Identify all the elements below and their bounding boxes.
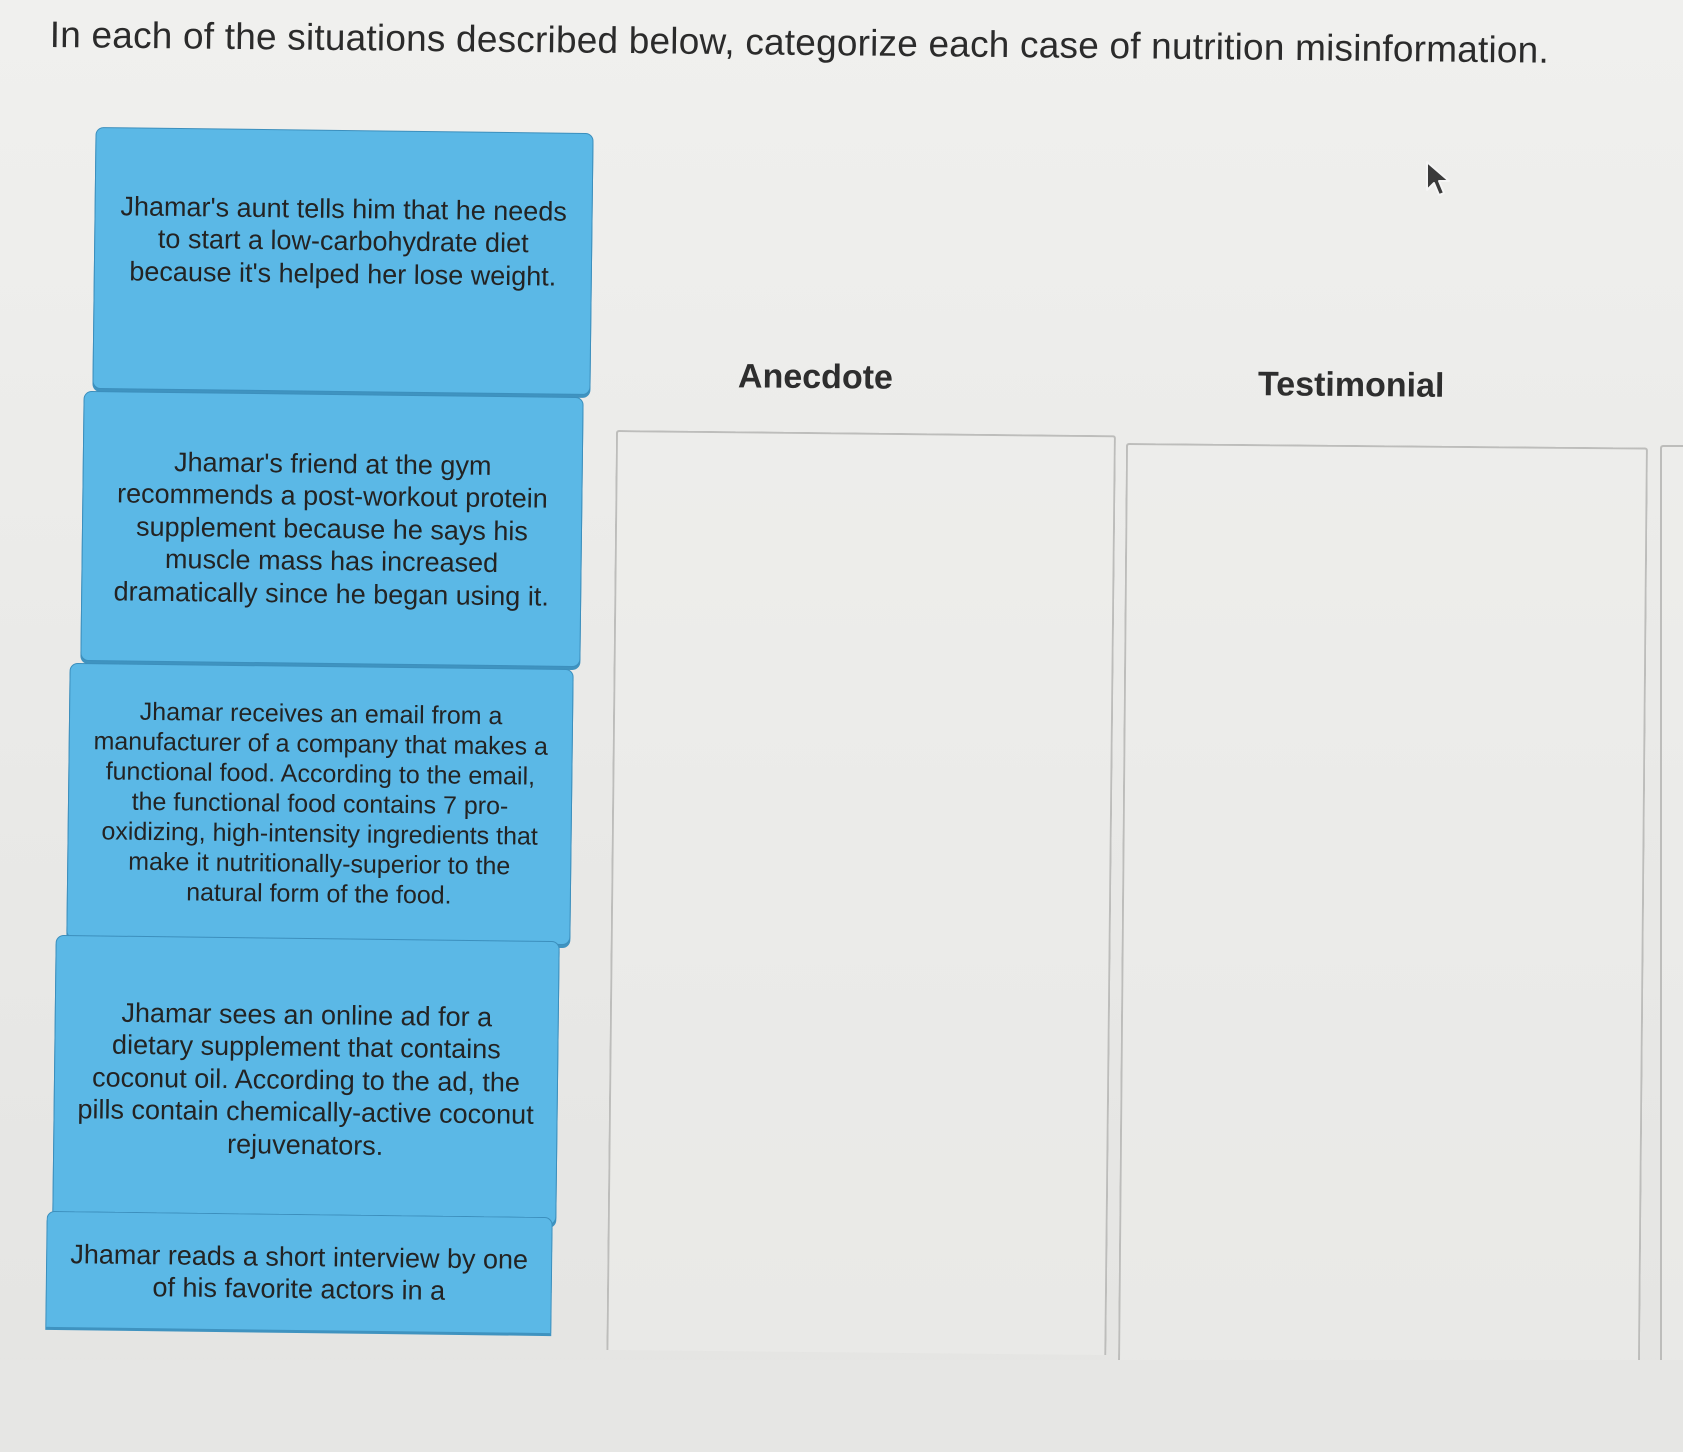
card-text: Jhamar's friend at the gym recommends a post-workout protein supplement because he says his muscle mass has increased dramatically since he began using it. [113,447,550,612]
card-text: Jhamar's aunt tells him that he needs to start a low-carbohydrate diet because it's helped her lose weight. [120,191,568,292]
draggable-card[interactable] [66,663,573,945]
card-text: Jhamar sees an online ad for a dietary supplement that contains coconut oil. According to the ad, the pills contain chemically-active coconut rejuvenators. [77,997,534,1161]
dropzone-testimonial[interactable] [1118,443,1648,1378]
bottom-area [0,1360,1683,1452]
category-label-anecdote: Anecdote [737,357,894,397]
card-bank [0,0,600,1330]
draggable-card[interactable] [45,1211,552,1333]
card-text: Jhamar receives an email from a manufacturer of a company that makes a functional food. According to the email, the functional food contains 7 pro-oxidizing, high-intensity ingredients that make it nutritionally-superior to the natural form of the food. [93,697,549,910]
category-label-testimonial: Testimonial [1257,365,1445,405]
instructions-text: In each of the situations described below, categorize each case of nutrition misinformation. [49,14,1550,71]
dropzone-next[interactable] [1660,445,1683,1375]
draggable-card[interactable] [52,935,559,1225]
draggable-card[interactable] [80,391,583,667]
arrow-cursor-icon [1424,160,1452,200]
dropzone-anecdote[interactable] [606,430,1116,1355]
card-text: Jhamar reads a short interview by one of his favorite actors in a [70,1239,529,1307]
draggable-card[interactable] [92,127,593,395]
